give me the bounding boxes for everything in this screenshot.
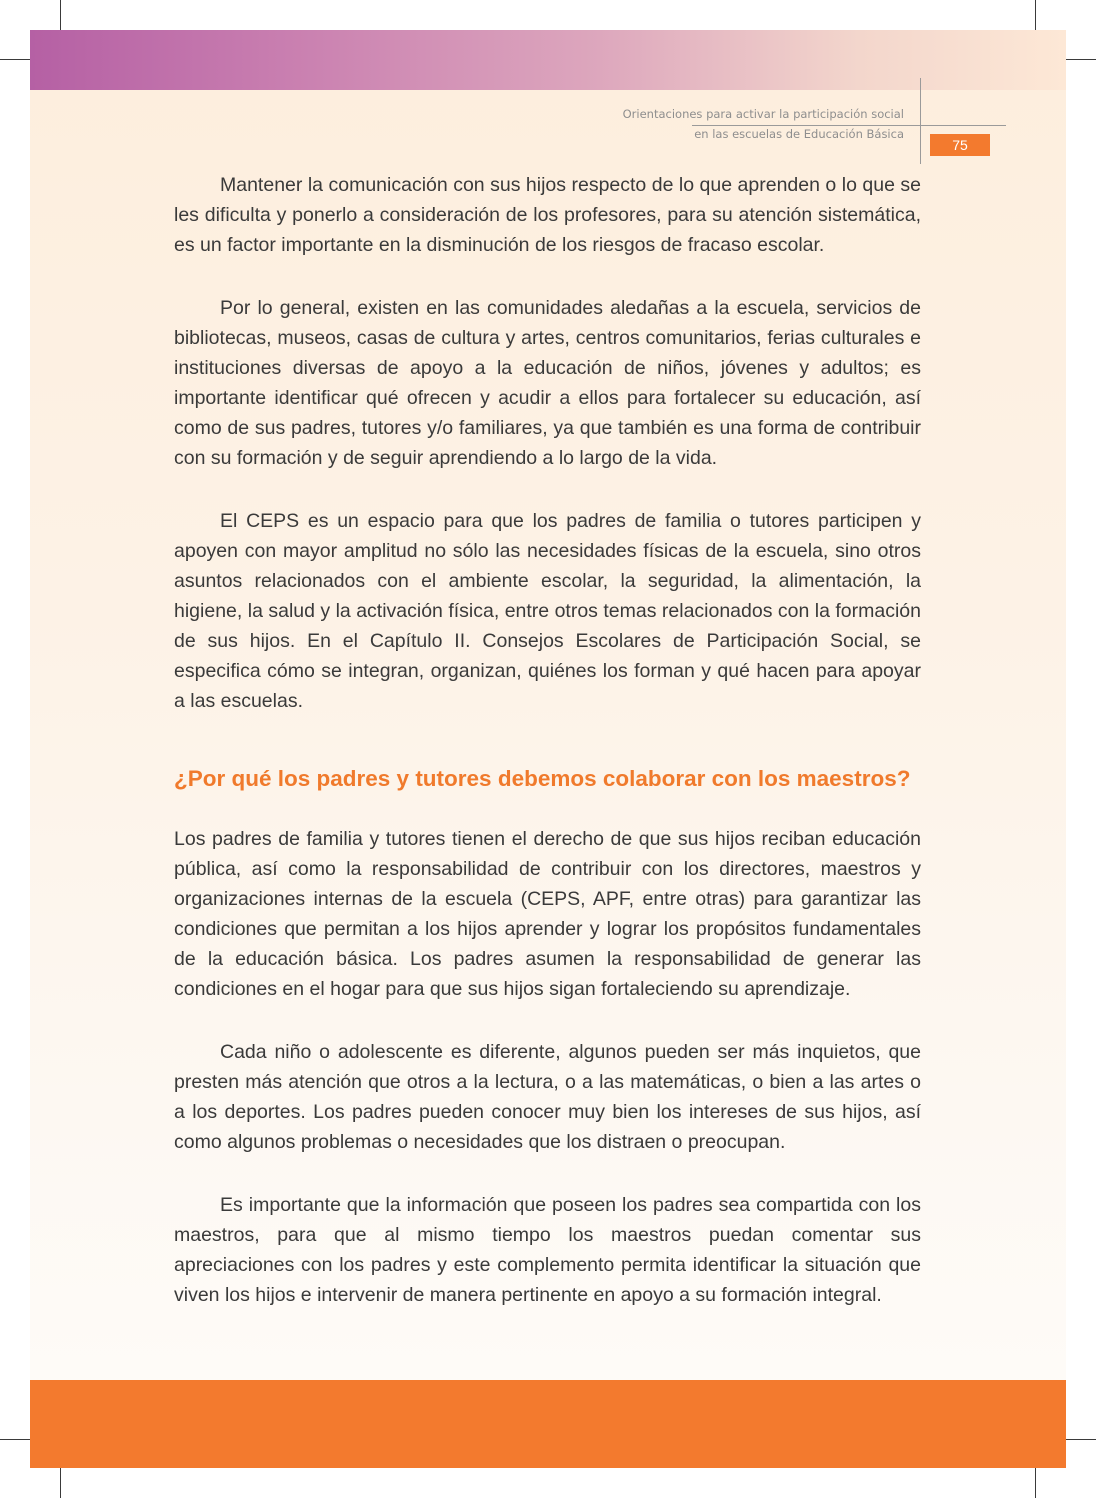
crop-mark-bottom-left-h xyxy=(0,1439,30,1440)
page-number: 75 xyxy=(930,134,990,156)
crop-mark-top-left-v xyxy=(60,0,61,30)
document-page xyxy=(30,30,1066,1468)
paragraph-1: Mantener la comunicación con sus hijos respecto de lo que aprenden o lo que se les dificulta y ponerlo a consideración de los profesores, para su atención sistemática, es un factor importante en la disminución de los riesgos de fracaso escolar. xyxy=(174,174,921,256)
running-header xyxy=(623,104,904,144)
crop-mark-top-left-h xyxy=(0,59,30,60)
body-text xyxy=(174,170,921,1310)
header-vertical-rule xyxy=(920,78,921,164)
paragraph-2: Por lo general, existen en las comunidades aledañas a la escuela, servicios de bibliotecas, museos, casas de cultura y artes, centros comunitarios, ferias culturales e instituciones diversas de apoyo a la educación de niños, jóvenes y adultos; es importante identificar qué ofrecen y acudir a ellos para fortalecer su educación, así como de sus padres, tutores y/o familiares, ya que también es una forma de contribuir con su formación y de seguir aprendiendo a lo largo de la vida. xyxy=(174,297,921,469)
footer-orange-band xyxy=(30,1380,1066,1468)
crop-mark-bottom-right-h xyxy=(1066,1439,1096,1440)
header-gradient-band xyxy=(30,30,1066,90)
crop-mark-bottom-right-v xyxy=(1035,1468,1036,1498)
paragraph-3: El CEPS es un espacio para que los padres de familia o tutores participen y apoyen con mayor amplitud no sólo las necesidades físicas de la escuela, sino otros asuntos relacionados con el ambiente escolar, la seguridad, la alimentación, la higiene, la salud y la activación física, entre otros temas relacionados con la formación de sus hijos. En el Capítulo II. Consejos Escolares de Participación Social, se especifica cómo se integran, organizan, quiénes los forman y qué hacen para apoyar a las escuelas. xyxy=(174,510,921,712)
paragraph-4: Los padres de familia y tutores tienen el derecho de que sus hijos reciban educación pública, así como la responsabilidad de contribuir con los directores, maestros y organizaciones internas de la escuela (CEPS, APF, entre otras) para garantizar las condiciones que permitan a los hijos aprender y lograr los propósitos fundamentales de la educación básica. Los padres asumen la responsabilidad de generar las condiciones en el hogar para que sus hijos sigan fortaleciendo su aprendizaje. xyxy=(174,828,921,1000)
crop-mark-top-right-v xyxy=(1035,0,1036,30)
crop-mark-top-right-h xyxy=(1066,59,1096,60)
running-header-line-2: en las escuelas de Educación Básica xyxy=(694,127,904,141)
section-heading: ¿Por qué los padres y tutores debemos colaborar con los maestros? xyxy=(174,766,911,791)
running-header-line-1: Orientaciones para activar la participación social xyxy=(622,107,904,121)
crop-mark-bottom-left-v xyxy=(60,1468,61,1498)
paragraph-5: Cada niño o adolescente es diferente, algunos pueden ser más inquietos, que presten más atención que otros a la lectura, o a las matemáticas, o bien a las artes o a los deportes. Los padres pueden conocer muy bien los intereses de sus hijos, así como algunos problemas o necesidades que los distraen o preocupan. xyxy=(174,1041,921,1153)
paragraph-6: Es importante que la información que poseen los padres sea compartida con los maestros, para que al mismo tiempo los maestros puedan comentar sus apreciaciones con los padres y este complemento permita identificar la situación que viven los hijos e intervenir de manera pertinente en apoyo a su formación integral. xyxy=(174,1194,921,1306)
